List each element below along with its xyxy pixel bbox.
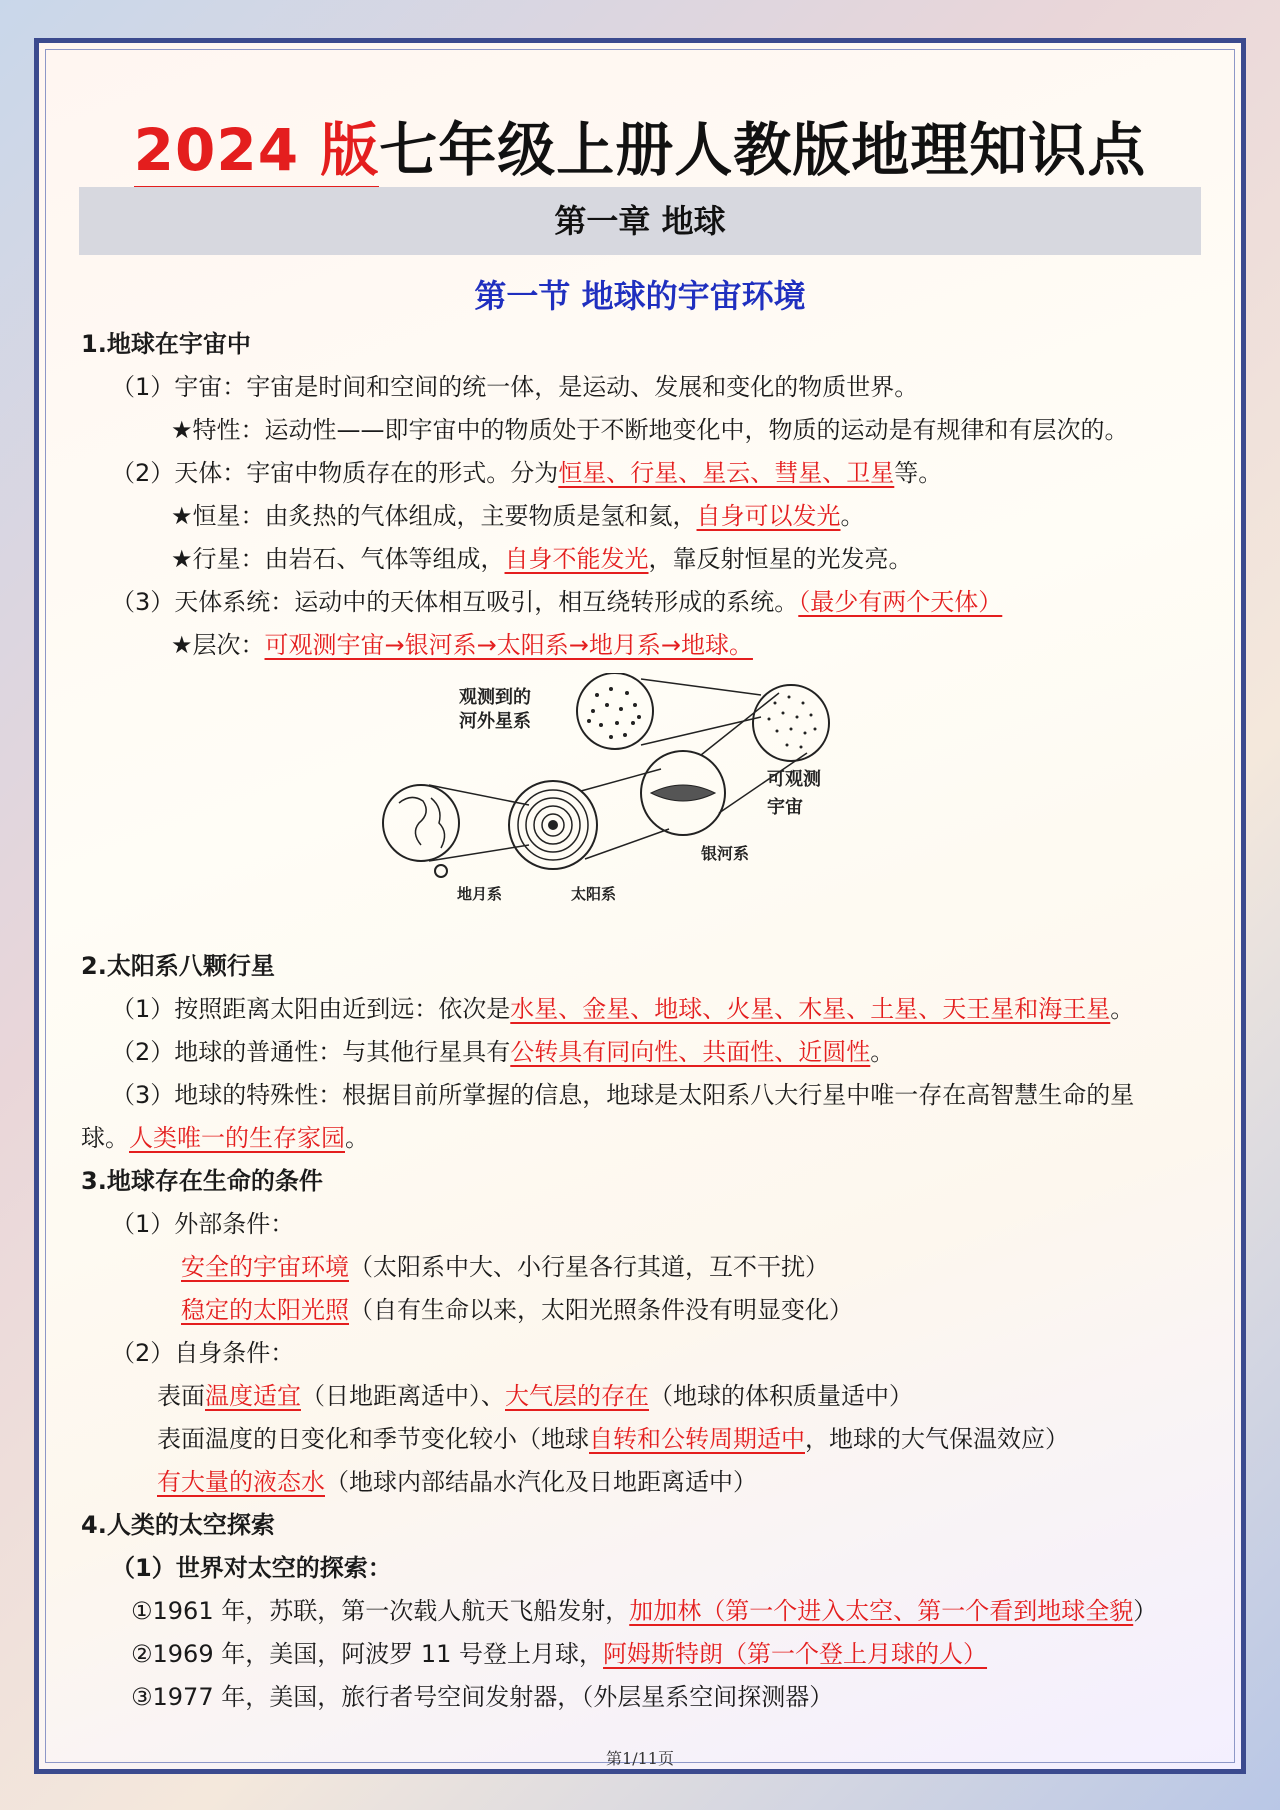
label-universe-1: 可观测 bbox=[767, 769, 821, 790]
section-heading: 第一节 地球的宇宙环境 bbox=[474, 277, 806, 315]
galaxy-dots bbox=[587, 687, 641, 739]
text: 。 bbox=[840, 502, 865, 530]
highlight: 自转和公转周期适中 bbox=[589, 1425, 805, 1453]
text: ，靠反射恒星的光发亮。 bbox=[648, 545, 913, 573]
text: （太阳系中大、小行星各行其道，互不干扰） bbox=[349, 1253, 829, 1281]
para-internal-2 bbox=[81, 1418, 1211, 1461]
label-galaxies-1: 观测到的 bbox=[459, 687, 531, 708]
chapter-heading: 第一章 地球 bbox=[79, 187, 1201, 255]
para-planet bbox=[81, 538, 1211, 581]
highlight: 恒星、行星、星云、彗星、卫星 bbox=[558, 459, 895, 487]
label-earth-moon: 地月系 bbox=[457, 885, 503, 903]
text: （3）天体系统：运动中的天体相互吸引，相互绕转形成的系统。 bbox=[111, 588, 799, 616]
para-earth-common bbox=[81, 1031, 1211, 1074]
label-galaxies-2: 河外星系 bbox=[459, 711, 531, 732]
universe-circle bbox=[753, 685, 829, 761]
title-text: 七年级上册人教版地理知识点 bbox=[379, 116, 1147, 184]
para-internal: （2）自身条件： bbox=[111, 1339, 295, 1367]
highlight: 温度适宜 bbox=[205, 1382, 301, 1410]
galaxies-circle bbox=[577, 673, 653, 749]
para-system bbox=[81, 581, 1211, 624]
text: （日地距离适中）、 bbox=[301, 1382, 505, 1410]
para-external: （1）外部条件： bbox=[111, 1210, 295, 1238]
universe-dots bbox=[768, 696, 817, 749]
label-universe-2: 宇宙 bbox=[767, 797, 803, 818]
highlight: 水星、金星、地球、火星、木星、土星、天王星和海王星 bbox=[510, 995, 1111, 1023]
text: （2）天体：宇宙中物质存在的形式。分为 bbox=[111, 459, 559, 487]
celestial-diagram bbox=[371, 673, 831, 941]
highlight: 有大量的液态水 bbox=[157, 1468, 325, 1496]
highlight: 公转具有同向性、共面性、近圆性 bbox=[510, 1038, 871, 1066]
heading-3: 3.地球存在生命的条件 bbox=[81, 1167, 323, 1195]
text: ★行星：由岩石、气体等组成， bbox=[171, 545, 505, 573]
para-earth-special: （3）地球的特殊性：根据目前所掌握的信息，地球是太阳系八大行星中唯一存在高智慧生命的星 bbox=[111, 1081, 1135, 1109]
para-internal-1 bbox=[81, 1375, 1211, 1418]
highlight: 大气层的存在 bbox=[505, 1382, 649, 1410]
text: 表面温度的日变化和季节变化较小（地球 bbox=[157, 1425, 589, 1453]
heading-2: 2.太阳系八颗行星 bbox=[81, 952, 275, 980]
text: （1）按照距离太阳由近到远：依次是 bbox=[111, 995, 511, 1023]
earth-continents bbox=[399, 797, 445, 848]
para-star bbox=[81, 495, 1211, 538]
text: ★层次： bbox=[171, 631, 265, 659]
highlight: 可观测宇宙→银河系→太阳系→地月系→地球。 bbox=[264, 631, 753, 659]
text: ，地球的大气保温效应） bbox=[805, 1425, 1069, 1453]
highlight: 自身可以发光 bbox=[696, 502, 841, 530]
content-body bbox=[81, 323, 1211, 1719]
document-title bbox=[39, 103, 1241, 187]
heading-4: 4.人类的太空探索 bbox=[81, 1511, 275, 1539]
para-earth-special-cont bbox=[81, 1117, 1211, 1160]
highlight: 自身不能发光 bbox=[504, 545, 649, 573]
para-exploration-1 bbox=[81, 1590, 1211, 1633]
text: 。 bbox=[1110, 995, 1135, 1023]
text: ） bbox=[1133, 1597, 1158, 1625]
highlight: 加加林（第一个进入太空、第一个看到地球全貌 bbox=[629, 1597, 1134, 1625]
para-exploration-heading: （1）世界对太空的探索： bbox=[111, 1554, 392, 1582]
document-page bbox=[34, 38, 1246, 1774]
para-external-1 bbox=[81, 1246, 1211, 1289]
para-external-2 bbox=[81, 1289, 1211, 1332]
moon-circle bbox=[435, 865, 447, 877]
label-solar-system: 太阳系 bbox=[571, 885, 617, 903]
text: （2）地球的普通性：与其他行星具有 bbox=[111, 1038, 511, 1066]
earth-circle bbox=[383, 785, 459, 861]
page-number: 第1/11页 bbox=[606, 1749, 674, 1768]
text: （地球的体积质量适中） bbox=[649, 1382, 913, 1410]
highlight: 人类唯一的生存家园 bbox=[129, 1124, 345, 1152]
highlight: 稳定的太阳光照 bbox=[181, 1296, 349, 1324]
milky-way-disc bbox=[651, 785, 715, 801]
text: 。 bbox=[870, 1038, 895, 1066]
para-planet-order bbox=[81, 988, 1211, 1031]
text: ★恒星：由炙热的气体组成，主要物质是氢和氦， bbox=[171, 502, 697, 530]
para-universe-feature: ★特性：运动性——即宇宙中的物质处于不断地变化中，物质的运动是有规律和有层次的。 bbox=[171, 416, 1129, 444]
para-exploration-3: ③1977 年，美国，旅行者号空间发射器，（外层星系空间探测器） bbox=[131, 1683, 834, 1711]
para-celestial bbox=[81, 452, 1211, 495]
highlight: 安全的宇宙环境 bbox=[181, 1253, 349, 1281]
text: （地球内部结晶水汽化及日地距离适中） bbox=[325, 1468, 757, 1496]
para-universe: （1）宇宙：宇宙是时间和空间的统一体，是运动、发展和变化的物质世界。 bbox=[111, 373, 919, 401]
text: ①1961 年，苏联，第一次载人航天飞船发射， bbox=[131, 1597, 630, 1625]
text: 表面 bbox=[157, 1382, 205, 1410]
highlight: 阿姆斯特朗（第一个登上月球的人） bbox=[603, 1640, 988, 1668]
para-exploration-2 bbox=[81, 1633, 1211, 1676]
text: 。 bbox=[345, 1124, 369, 1152]
label-milky-way: 银河系 bbox=[701, 844, 750, 863]
heading-1: 1.地球在宇宙中 bbox=[81, 330, 251, 358]
celestial-system-figure bbox=[81, 673, 1211, 941]
para-levels bbox=[81, 624, 1211, 667]
text: （自有生命以来，太阳光照条件没有明显变化） bbox=[349, 1296, 853, 1324]
text: 等。 bbox=[894, 459, 943, 487]
text: 球。 bbox=[81, 1124, 129, 1152]
title-year: 2024 版 bbox=[134, 116, 380, 191]
text: ②1969 年，美国，阿波罗 11 号登上月球， bbox=[131, 1640, 604, 1668]
para-internal-3 bbox=[81, 1461, 1211, 1504]
highlight: （最少有两个天体） bbox=[798, 588, 1003, 616]
